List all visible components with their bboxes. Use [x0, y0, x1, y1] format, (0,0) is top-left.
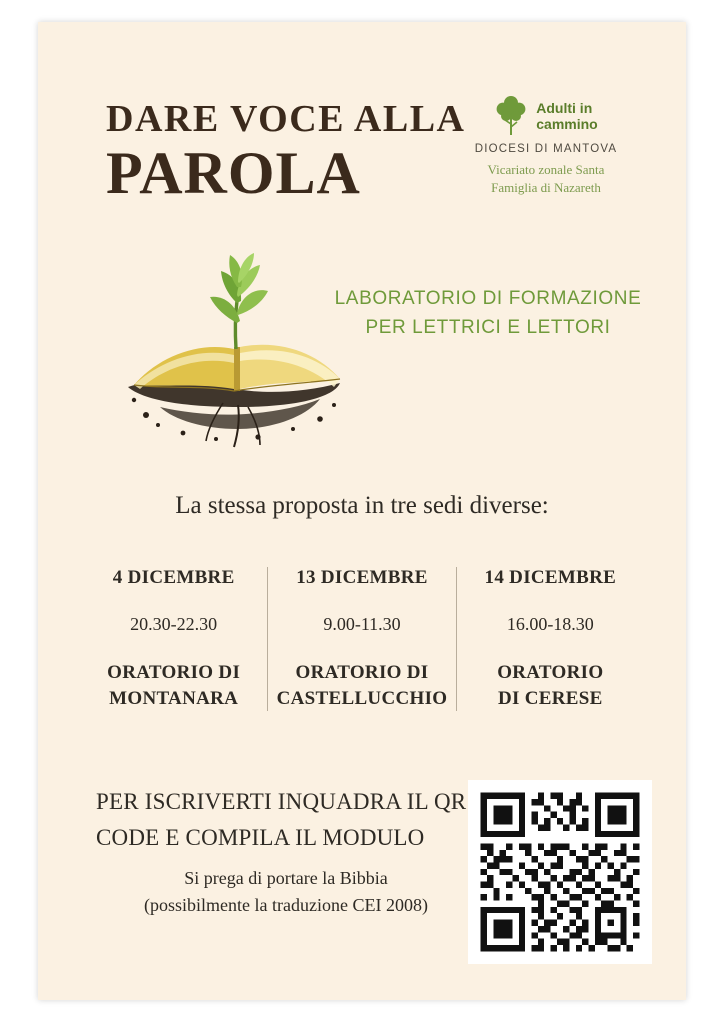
bible-note-line-2: (possibilmente la traduzione CEI 2008)	[144, 895, 428, 915]
session-date: 14 DICEMBRE	[484, 567, 617, 588]
logo-name-line-2: cammino	[536, 116, 598, 132]
tree-icon	[494, 94, 528, 138]
book-sprout-illustration	[88, 237, 388, 462]
session-column	[267, 567, 455, 711]
session-time: 16.00-18.30	[506, 614, 594, 634]
logo-top-row	[436, 94, 656, 138]
session-place	[86, 660, 261, 711]
session-place	[463, 660, 638, 711]
session-column	[456, 567, 644, 711]
signup-instructions	[96, 784, 496, 855]
qr-code[interactable]	[468, 780, 652, 964]
session-time: 20.30-22.30	[130, 614, 218, 634]
session-place-line-1: ORATORIO DI	[107, 662, 241, 683]
proposal-text: La stessa proposta in tre sedi diverse:	[175, 492, 549, 519]
logo-name	[536, 100, 597, 132]
session-place-line-1: ORATORIO DI	[295, 662, 429, 683]
title-line-2: PAROLA	[106, 139, 361, 206]
session-place-line-1: ORATORIO	[497, 662, 604, 683]
session-column	[80, 567, 267, 711]
organization-logo	[436, 94, 656, 196]
poster-page	[38, 22, 686, 1000]
session-place-line-2: DI CERESE	[498, 687, 603, 709]
title-line-1: DARE VOCE ALLA	[106, 98, 466, 140]
session-place	[274, 660, 449, 711]
subtitle-line-2: PER LETTRICI E LETTORI	[365, 317, 611, 339]
bible-note-line-1: Si prega di portare la Bibbia	[184, 868, 388, 888]
bible-note	[80, 865, 492, 919]
subtitle	[318, 284, 658, 343]
session-place-line-2: MONTANARA	[109, 687, 239, 709]
subtitle-line-1: LABORATORIO DI FORMAZIONE	[334, 288, 642, 309]
signup-line-1: PER ISCRIVERTI INQUADRA IL QR	[96, 789, 467, 814]
signup-line-2: CODE E COMPILA IL MODULO	[96, 824, 425, 850]
session-place-line-2: CASTELLUCCHIO	[276, 687, 448, 709]
sessions-list	[80, 567, 644, 711]
logo-diocese: DIOCESI DI MANTOVA	[474, 143, 618, 155]
logo-vicariate-line-2: Famiglia di Nazareth	[491, 179, 601, 195]
session-date: 13 DICEMBRE	[296, 567, 428, 588]
logo-vicariate	[436, 161, 656, 196]
session-date: 4 DICEMBRE	[112, 567, 235, 588]
logo-name-line-1: Adulti in	[536, 99, 593, 116]
session-time: 9.00-11.30	[323, 614, 401, 634]
logo-vicariate-line-1: Vicariato zonale Santa	[487, 162, 605, 177]
